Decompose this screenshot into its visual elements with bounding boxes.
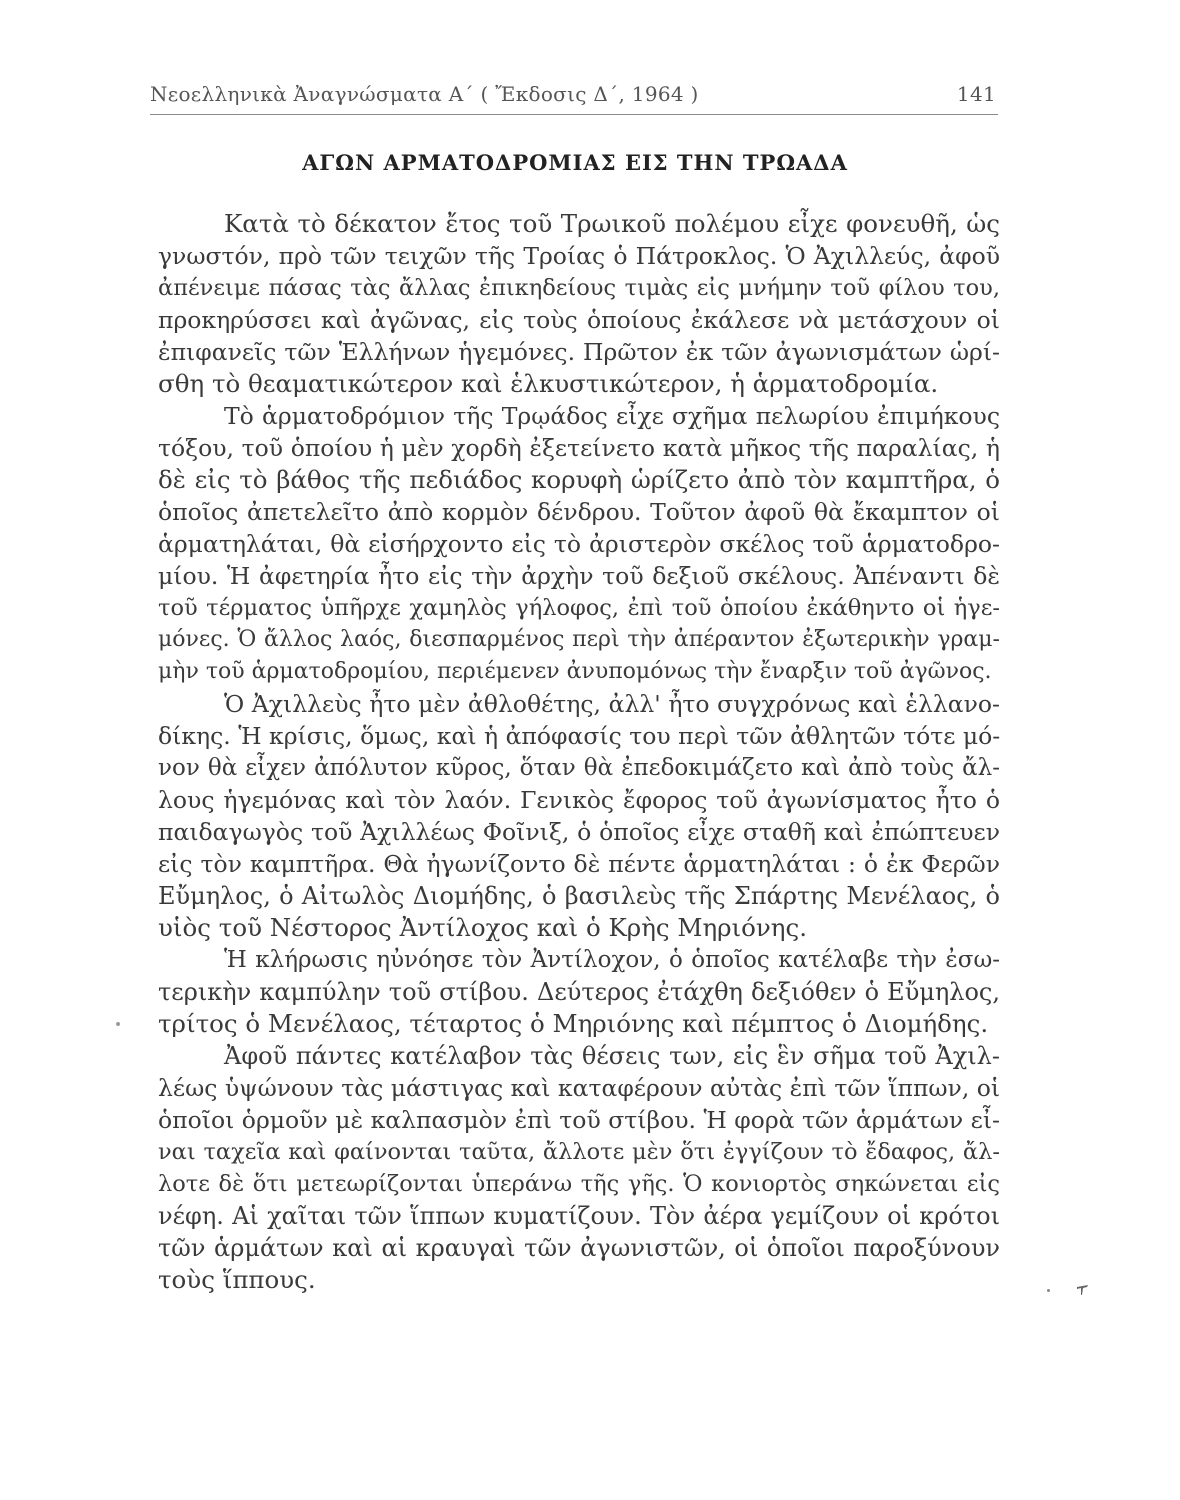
text-line: Ἡ κλήρωσις ηὐνόησε τὸν Ἀντίλοχον, ὁ ὁποῖος κατέλαβε τὴν ἐσω-	[224, 947, 1000, 973]
text-line: Εὔμηλος, ὁ Αἰτωλὸς Διομήδης, ὁ βασιλεὺς τῆς Σπάρτης Μενέλαος, ὁ	[158, 882, 1000, 910]
text-line: Ἀφοῦ πάντες κατέλαβον τὰς θέσεις των, εἰς ἓν σῆμα τοῦ Ἀχιλ-	[224, 1042, 1000, 1070]
text-line: Ὁ Ἀχιλλεὺς ἦτο μὲν ἀθλοθέτης, ἀλλ' ἦτο συγχρόνως καὶ ἑλλανο-	[224, 690, 1000, 718]
text-line: νέφη. Αἱ χαῖται τῶν ἵππων κυματίζουν. Τὸν ἀέρα γεμίζουν οἱ κρότοι	[158, 1202, 1000, 1230]
text-line: τοῦ τέρματος ὑπῆρχε χαμηλὸς γήλοφος, ἐπὶ τοῦ ὁποίου ἐκάθηντο οἱ ἡγε-	[158, 595, 1000, 621]
text-line: τῶν ἁρμάτων καὶ αἱ κραυγαὶ τῶν ἀγωνιστῶν, οἱ ὁποῖοι παροξύνουν	[158, 1234, 1000, 1262]
page-number: 141	[956, 82, 996, 106]
chapter-title: ΑΓΩΝ ΑΡΜΑΤΟΔΡΟΜΙΑΣ ΕΙΣ ΤΗΝ ΤΡΩΑΔΑ	[302, 150, 848, 175]
text-line: μόνες. Ὁ ἄλλος λαός, διεσπαρμένος περὶ τὴν ἀπέραντον ἐξωτερικὴν γραμ-	[158, 627, 1000, 652]
text-line: προκηρύσσει καὶ ἀγῶνας, εἰς τοὺς ὁποίους ἐκάλεσε νὰ μετάσχουν οἱ	[158, 306, 1000, 334]
text-line: σθη τὸ θεαματικώτερον καὶ ἑλκυστικώτερον, ἡ ἁρματοδρομία.	[158, 369, 939, 398]
text-line: τερικὴν καμπύλην τοῦ στίβου. Δεύτερος ἐτάχθη δεξιόθεν ὁ Εὔμηλος,	[158, 978, 1000, 1006]
text-line: τρίτος ὁ Μενέλαος, τέταρτος ὁ Μηριόνης καὶ πέμπτος ὁ Διομήδης.	[158, 1009, 989, 1038]
header-title: Νεοελληνικὰ Ἀναγνώσματα Α΄ ( Ἔκδοσις Δ΄, 1964 )	[150, 82, 699, 106]
text-line: μίου. Ἡ ἀφετηρία ἦτο εἰς τὴν ἀρχὴν τοῦ δεξιοῦ σκέλους. Ἀπέναντι δὲ	[158, 562, 1000, 590]
running-header	[150, 78, 998, 115]
text-line: λοτε δὲ ὅτι μετεωρίζονται ὑπεράνω τῆς γῆς. Ὁ κονιορτὸς σηκώνεται εἰς	[158, 1171, 1000, 1197]
text-line: δὲ εἰς τὸ βάθος τῆς πεδιάδος κορυφὴ ὡρίζετο ἀπὸ τὸν καμπτῆρα, ὁ	[158, 465, 1000, 494]
text-line: τοὺς ἵππους.	[158, 1265, 316, 1294]
scan-speck	[116, 1022, 120, 1026]
text-line: δίκης. Ἡ κρίσις, ὅμως, καὶ ἡ ἀπόφασίς του περὶ τῶν ἀθλητῶν τότε μό-	[158, 722, 1001, 750]
text-line: υἱὸς τοῦ Νέστορος Ἀντίλοχος καὶ ὁ Κρὴς Μηριόνης.	[158, 913, 807, 942]
text-line: ἐπιφανεῖς τῶν Ἑλλήνων ἡγεμόνες. Πρῶτον ἐκ τῶν ἀγωνισμάτων ὡρί-	[158, 338, 1000, 366]
text-line: ἀπένειμε πάσας τὰς ἄλλας ἐπικηδείους τιμὰς εἰς μνήμην τοῦ φίλου του,	[158, 275, 1000, 301]
text-line: Κατὰ τὸ δέκατον ἔτος τοῦ Τρωικοῦ πολέμου εἶχε φονευθῆ, ὡς	[224, 209, 1000, 238]
scan-speck	[1047, 1289, 1050, 1292]
text-line: εἰς τὸν καμπτῆρα. Θὰ ἠγωνίζοντο δὲ πέντε ἁρματηλάται : ὁ ἐκ Φερῶν	[158, 850, 1000, 878]
text-line: νον θὰ εἶχεν ἀπόλυτον κῦρος, ὅταν θὰ ἐπεδοκιμάζετο καὶ ἀπὸ τοὺς ἄλ-	[158, 755, 1000, 781]
text-line: ὁποῖοι ὁρμοῦν μὲ καλπασμὸν ἐπὶ τοῦ στίβου. Ἡ φορὰ τῶν ἁρμάτων εἶ-	[158, 1106, 1000, 1134]
text-line: λέως ὑψώνουν τὰς μάστιγας καὶ καταφέρουν αὐτὰς ἐπὶ τῶν ἵππων, οἱ	[158, 1074, 1001, 1102]
text-line: μὴν τοῦ ἁρματοδρομίου, περιέμενεν ἀνυπομόνως τὴν ἔναρξιν τοῦ ἀγῶνος.	[158, 659, 992, 684]
text-line: τόξου, τοῦ ὁποίου ἡ μὲν χορδὴ ἐξετείνετο κατὰ μῆκος τῆς παραλίας, ἡ	[158, 434, 1000, 462]
text-line: γνωστόν, πρὸ τῶν τειχῶν τῆς Τροίας ὁ Πάτροκλος. Ὁ Ἀχιλλεύς, ἀφοῦ	[158, 242, 1000, 270]
body-text	[158, 208, 1000, 1296]
text-line: Τὸ ἁρματοδρόμιον τῆς Τρῳάδος εἶχε σχῆμα πελωρίου ἐπιμήκους	[224, 402, 1000, 430]
text-line: ναι ταχεῖα καὶ φαίνονται ταῦτα, ἄλλοτε μὲν ὅτι ἐγγίζουν τὸ ἔδαφος, ἄλ-	[158, 1139, 1000, 1165]
text-line: ἁρματηλάται, θὰ εἰσήρχοντο εἰς τὸ ἀριστερὸν σκέλος τοῦ ἁρματοδρο-	[158, 530, 1000, 558]
text-line: λους ἡγεμόνας καὶ τὸν λαόν. Γενικὸς ἔφορος τοῦ ἀγωνίσματος ἦτο ὁ	[158, 786, 1000, 814]
scan-mark	[1076, 1283, 1090, 1297]
text-line: παιδαγωγὸς τοῦ Ἀχιλλέως Φοῖνιξ, ὁ ὁποῖος εἶχε σταθῆ καὶ ἐπώπτευεν	[158, 818, 1000, 846]
text-line: ὁποῖος ἀπετελεῖτο ἀπὸ κορμὸν δένδρου. Τοῦτον ἀφοῦ θὰ ἔκαμπτον οἱ	[158, 498, 1000, 526]
